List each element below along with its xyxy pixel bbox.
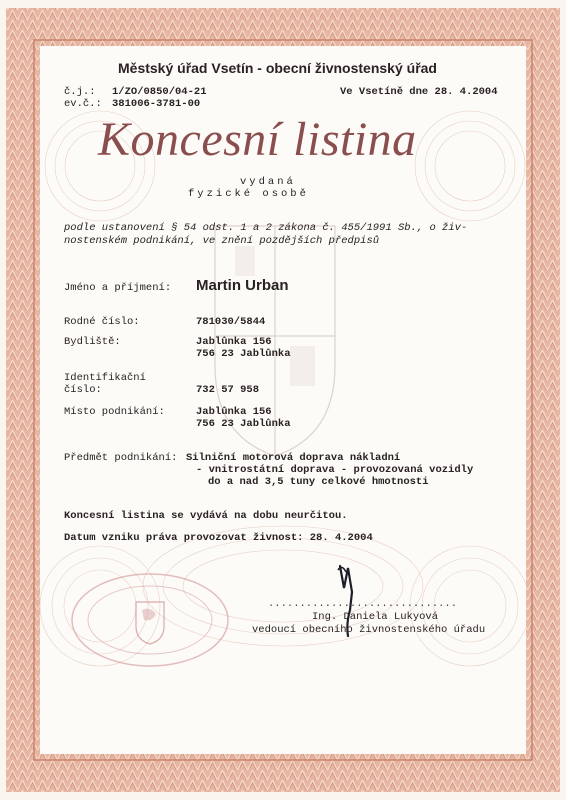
subject-line-2: - vnitrostátní doprava - provozovaná vozidly (196, 464, 474, 476)
residence-label: Bydliště: (64, 336, 121, 348)
official-stamp (70, 570, 230, 670)
business-place-line-2: 756 23 Jablůnka (196, 418, 291, 430)
birth-number-label: Rodné číslo: (64, 316, 140, 328)
ref-cj-value: 1/ZO/0850/04-21 (112, 86, 207, 98)
subject-line-1: Silniční motorová doprava nákladní (186, 452, 401, 464)
validity-statement: Koncesní listina se vydává na dobu neurčitou. (64, 510, 348, 522)
signature-line: .............................. (268, 598, 458, 610)
document-title: Koncesní listina (98, 113, 417, 166)
id-label-line-1: Identifikační (64, 372, 146, 384)
business-place-line-1: Jablůnka 156 (196, 406, 272, 418)
issued-line-1: vydaná (240, 176, 296, 188)
subject-line-3: do a nad 3,5 tuny celkové hmotnosti (208, 476, 429, 488)
name-label: Jméno a příjmení: (64, 282, 172, 294)
signatory-name: Ing. Daniela Lukyová (312, 611, 439, 623)
office-header: Městský úřad Vsetín - obecní živnostenský úřad (118, 60, 437, 76)
ref-ev-value: 381006-3781-00 (112, 98, 201, 110)
ref-ev-label: ev.č.: (64, 98, 102, 110)
subject-label: Předmět podnikání: (64, 452, 178, 464)
residence-line-2: 756 23 Jablůnka (196, 348, 291, 360)
place-and-date: Ve Vsetíně dne 28. 4.2004 (340, 86, 498, 98)
id-label-line-2: číslo: (64, 384, 102, 396)
legal-basis-line-1: podle ustanovení § 54 odst. 1 a 2 zákona č. 455/1991 Sb., o živ- (64, 222, 468, 234)
birth-number-value: 781030/5844 (196, 316, 266, 328)
issued-line-2: fyzické osobě (188, 188, 309, 200)
legal-basis-line-2: nostenském podnikání, ve znění pozdějších předpisů (64, 235, 380, 247)
signatory-title: vedoucí obecního živnostenského úřadu (252, 624, 486, 636)
name-value: Martin Urban (196, 277, 289, 294)
start-date-statement: Datum vzniku práva provozovat živnost: 28. 4.2004 (64, 532, 373, 544)
residence-line-1: Jablůnka 156 (196, 336, 272, 348)
id-value: 732 57 958 (196, 384, 260, 396)
business-place-label: Místo podnikání: (64, 406, 165, 418)
ref-cj-label: č.j.: (64, 86, 96, 98)
